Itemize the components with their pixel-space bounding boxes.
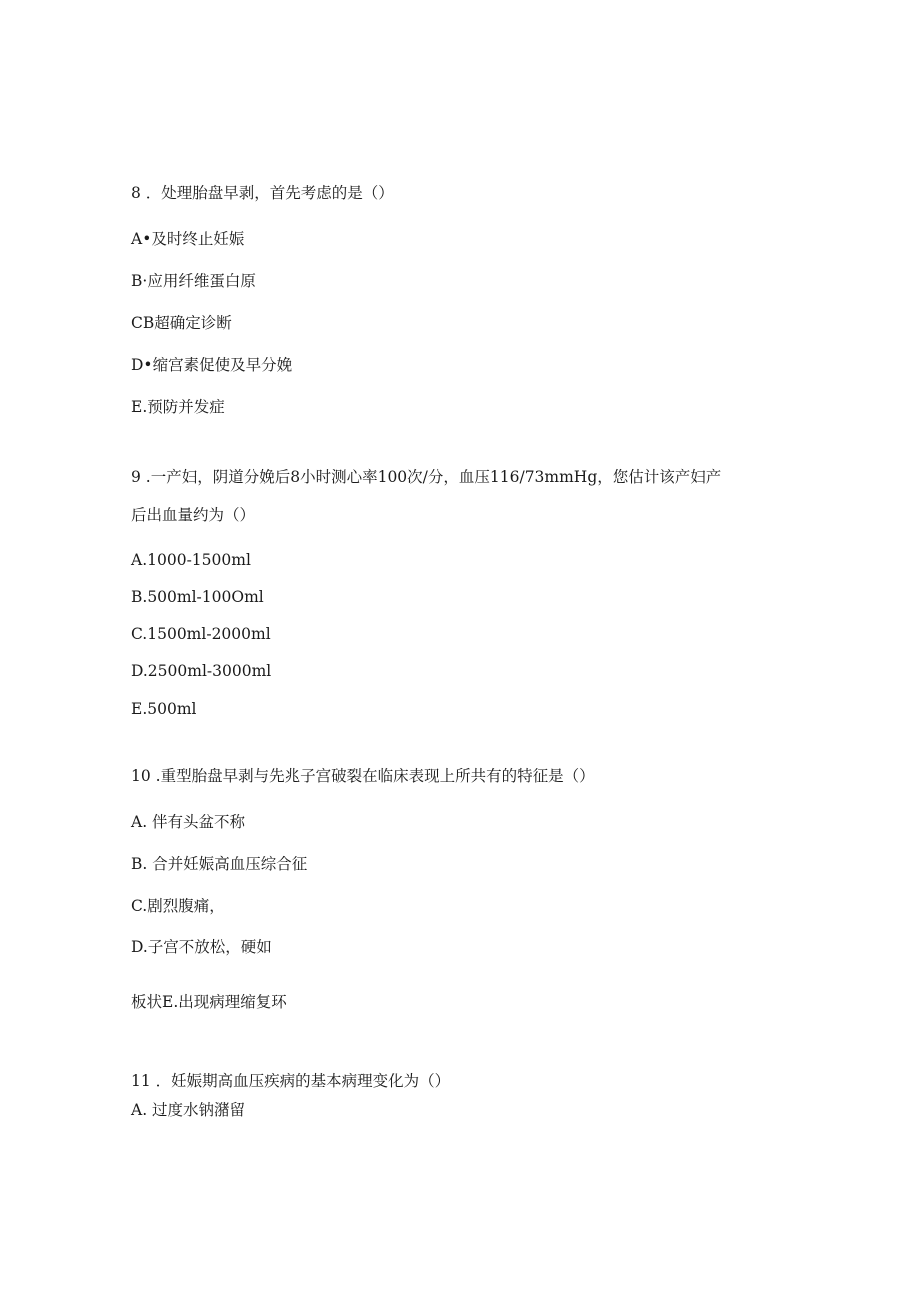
- question-10-stem: 10 .重型胎盘早剥与先兆子宫破裂在临床表现上所共有的特征是（）: [131, 767, 595, 785]
- question-9-stem-line-1: 9 .一产妇，阴道分娩后8小时测心率100次/分，血压116/73mmHg，您估计该产妇产: [131, 468, 722, 486]
- question-9-stem-line-2: 后出血量约为（）: [131, 506, 256, 524]
- question-9-option-b: B.500ml-100Oml: [131, 588, 264, 606]
- question-9-option-c: C.1500ml-2000ml: [131, 625, 271, 643]
- question-8-option-c: CB超确定诊断: [131, 314, 232, 332]
- question-11-option-a: A. 过度水钠潴留: [131, 1101, 246, 1119]
- question-11-stem: 11 ．妊娠期高血压疾病的基本病理变化为（）: [131, 1072, 451, 1090]
- question-10-option-d: D.子宫不放松，硬如: [131, 938, 272, 956]
- question-9-option-a: A.1000-1500ml: [131, 551, 251, 569]
- question-8-option-d: D•缩宫素促使及早分娩: [131, 356, 293, 374]
- question-9-option-d: D.2500ml-3000ml: [131, 662, 272, 680]
- question-8-option-e: E.预防并发症: [131, 398, 225, 416]
- question-8-stem: 8 ．处理胎盘早剥，首先考虑的是（）: [131, 184, 394, 202]
- question-8-option-a: A•及时终止妊娠: [131, 230, 245, 248]
- question-10-option-a: A. 伴有头盆不称: [131, 813, 246, 831]
- question-9-option-e: E.500ml: [131, 700, 197, 718]
- question-10-option-e: 板状E.出现病理缩复环: [131, 993, 287, 1011]
- question-10-option-c: C.剧烈腹痛，: [131, 897, 225, 915]
- question-10-option-b: B. 合并妊娠高血压综合征: [131, 855, 308, 873]
- question-8-option-b: B·应用纤维蛋白原: [131, 272, 256, 290]
